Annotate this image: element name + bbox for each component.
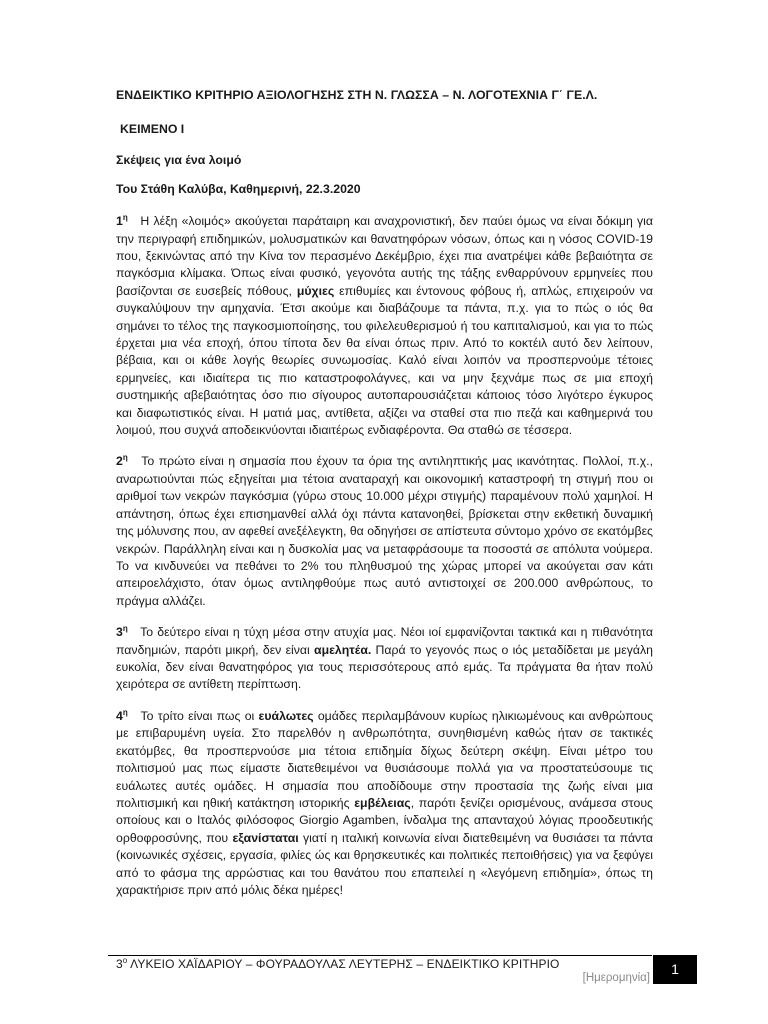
document-title: ΕΝΔΕΙΚΤΙΚΟ ΚΡΙΤΗΡΙΟ ΑΞΙΟΛΟΓΗΣΗΣ ΣΤΗ Ν. ΓΛΩΣΣΑ – Ν. ΛΟΓΟΤΕΧΝΙΑ Γ΄ ΓΕ.Λ.: [116, 88, 598, 102]
emphasized-word: μύχιες: [296, 283, 335, 298]
paragraph-2: $2^\eta$ Το πρώτο είναι η σημασία που έχουν τα όρια της αντιληπτικής μας ικανότητας. Πολλοί, π.χ., αναρωτιούνται πώς εξηγείται μια τέτοια αναταραχή και οικονομική καταστροφή τη στιγμή που οι αριθμοί των νεκρών παγκόσμια (γύρω στους 10.000 μέχρι στιγμής) παραμένουν πολύ χαμηλοί. Η απάντηση, όπως έχει επισημανθεί αλλά όχι πάντα κατανοηθεί, βρίσκεται στην εκθετική δυναμική της μόλυνσης που, αν αφεθεί ανεξέλεγκτη, θα οδηγήσει σε απίστευτα σύντομο χρόνο σε εκατόμβες νεκρών. Παράλληλη είναι και η δυσκολία μας να μεταφράσουμε τα ποσοστά σε απόλυτα νούμερα. Το να κινδυνεύει να πεθάνει το 2% του πληθυσμού της χώρας μπορεί να ακούγεται σαν κάτι απειροελάχιστο, όταν όμως αντιληφθούμε πως αυτό αντιστοιχεί σε 200.000 ανθρώπους, το πράγμα αλλάζει.: [116, 453, 654, 608]
paragraph-4: $4^\eta$ Το τρίτο είναι πως οι ευάλωτες ομάδες περιλαμβάνουν κυρίως ηλικιωμένους και ανθρώπους με επιβαρυμένη υγεία. Στο παρελθόν η ανθρωπότητα, συνηθισμένη καθώς ήταν σε τακτικές εκατόμβες, θα προσπερνούσε μια τέτοια επιδημία δίχως δεύτερη σκέψη. Είναι μέτρο του πολιτισμού μας πως είμαστε διατεθειμένοι να θυσιάσουμε πολλά για να προστατεύσουμε τις ευάλωτες αυτές ομάδες. Η σημασία που αποδίδουμε στην προστασία της ζωής είναι μια πολιτισμική και ηθική κατάκτηση ιστορικής εμβέλειας, παρότι ξενίζει ορισμένους, ανάμεσα στους οποίους και ο Ιταλός φιλόσοφος Giorgio Agamben, ίνδαλμα της απανταχού λόγιας προοδευτικής ορθοφροσύνης, που εξανίσταται γιατί η ιταλική κοινωνία είναι διατεθειμένη να θυσιάσει τα πάντα (κοινωνικές σχέσεις, εργασία, φιλίες ώς και θρησκευτικές και πολιτικές πεποιθήσεις) για να ξεφύγει από το φάσμα της αρρώστιας και του θανάτου που επαπειλεί η «λεγόμενη επιδημία», όπως τη χαρακτήρισε πριν από μόλις δέκα ημέρες!: [116, 707, 653, 897]
paragraph-number: $1^\eta$: [116, 213, 128, 229]
paragraph-number: $2^\eta$: [116, 453, 128, 469]
section-label: ΚΕΙΜΕΝΟ Ι: [120, 122, 185, 136]
paragraph-3: $3^\eta$ Το δεύτερο είναι η τύχη μέσα στην ατυχία μας. Νέοι ιοί εμφανίζονται τακτικά και η πιθανότητα πανδημιών, παρότι μικρή, δεν είναι αμελητέα. Παρά το γεγονός πως ο ιός μεταδίδεται με μεγάλη ευκολία, δεν είναι θανατηφόρος για τους περισσότερους από εμάς. Τα πράγματα θα ήταν πολύ χειρότερα σε αντίθετη περίπτωση.: [116, 624, 653, 692]
emphasized-word: ευάλωτες: [258, 708, 314, 723]
emphasized-word: αμελητέα.: [314, 642, 372, 657]
page-number-box: 1: [653, 955, 697, 984]
footer-date-placeholder[interactable]: [Ημερομηνία]: [582, 972, 650, 984]
paragraph-1: $1^\eta$ Η λέξη «λοιμός» ακούγεται παράταιρη και αναχρονιστική, δεν παύει όμως να είναι δόκιμη για την περιγραφή επιδημικών, μολυσματικών και θανατηφόρων νόσων, όπως και η νόσος COVID-19 που, ξεκινώντας από την Κίνα τον περασμένο Δεκέμβριο, έχει πια ανατρέψει κάθε βεβαιότητα σε παγκόσμια κλίμακα. Όπως είναι φυσικό, γεγονότα αυτής της τάξης ενθαρρύνουν ερμηνείες που βασίζονται σε ευσεβείς πόθους, μύχιες επιθυμίες και έντονους φόβους ή, απλώς, επιχειρούν να συγκαλύψουν την αμηχανία. Έτσι ακούμε και διαβάζουμε τα πάντα, π.χ. για το πώς ο ιός θα σημάνει το τέλος της παγκοσμιοποίησης, του φιλελευθερισμού ή του καπιταλισμού, και για το πώς έρχεται μια νέα εποχή, όπου τίποτα δεν θα είναι όπως πριν. Από το κοκτέιλ αυτό δεν λείπουν, βέβαια, και οι κάθε λογής θεωρίες συνωμοσίας. Καλό είναι λοιπόν να προσπερνούμε τέτοιες ερμηνείες, και ιδιαίτερα τις πιο καταστροφολάγνες, και να μην ξεχνάμε πως σε μια εποχή συστημικής αβεβαιότητας όσο πιο σίγουρος αυτοπαρουσιάζεται κάποιος τόσο λιγότερο έγκυρος και διαφωτιστικός είναι. Η ματιά μας, αντίθετα, αξίζει να σταθεί στα πιο πεζά και καθημερινά του λοιμού, που συχνά αποδεικνύονται ιδιαιτέρως ενδιαφέροντα. Θα σταθώ σε τέσσερα.: [116, 213, 653, 437]
paragraph-number: $3^\eta$: [116, 624, 128, 640]
emphasized-word: εμβέλειας: [354, 795, 411, 810]
paragraph-number: $4^\eta$: [116, 707, 128, 723]
article-title: Σκέψεις για ένα λοιμό: [116, 153, 242, 167]
document-page: [116, 88, 653, 909]
article-byline: Του Στάθη Καλύβα, Καθημερινή, 22.3.2020: [116, 182, 361, 196]
emphasized-word: εξανίσταται: [232, 830, 299, 845]
footer-school-text: $3^o$ ΛΥΚΕΙΟ ΧΑΪΔΑΡΙΟΥ – ΦΟΥΡΑΔΟΥΛΑΣ ΛΕΥΤΕΡΗΣ – ΕΝΔΕΙΚΤΙΚΟ ΚΡΙΤΗΡΙΟ: [116, 956, 560, 971]
